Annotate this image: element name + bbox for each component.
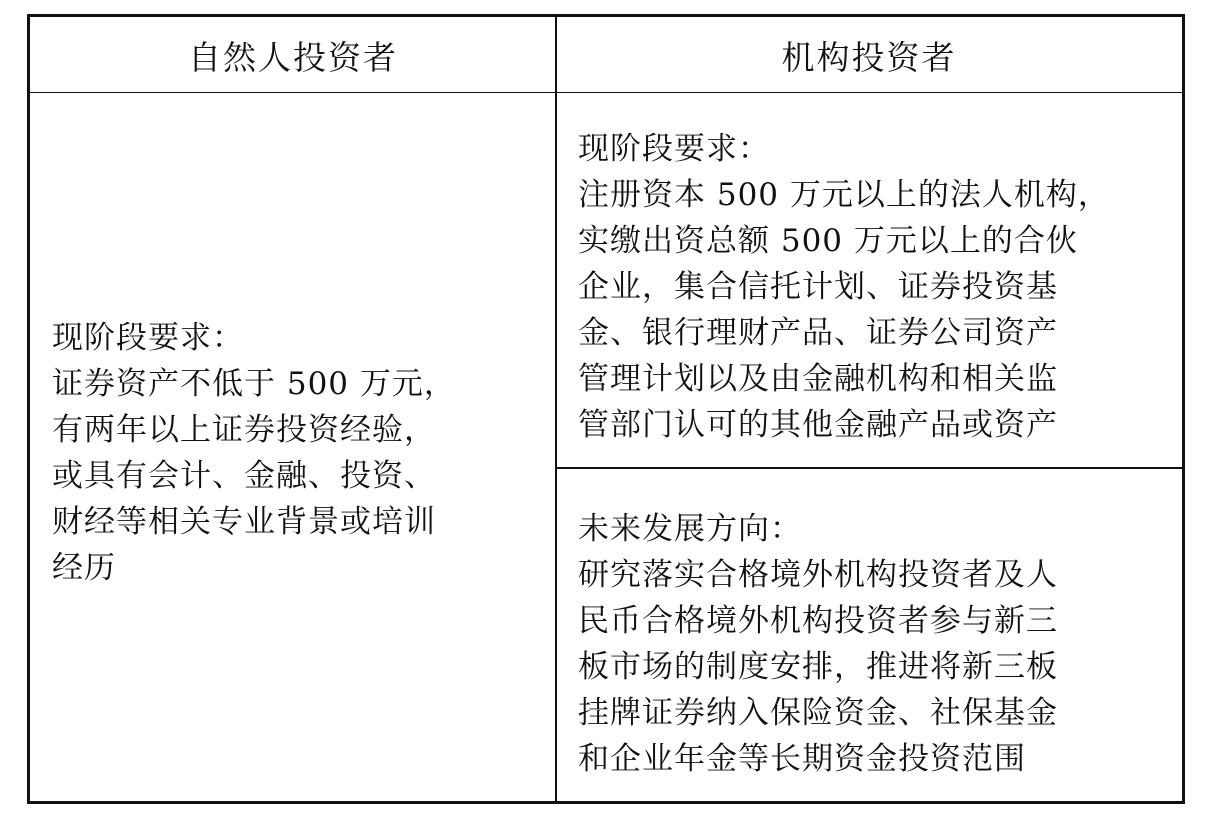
column-divider [555, 17, 557, 801]
table-header-row [30, 17, 1182, 93]
investor-requirements-table [27, 14, 1185, 804]
header-natural-person-investor: 自然人投资者 [188, 37, 398, 77]
natural-person-requirements-text: 现阶段要求： 证券资产不低于 500 万元， 有两年以上证券投资经验， 或具有会计、金融、投资、 财经等相关专业背景或培训 经历 [52, 320, 456, 586]
institutional-future-direction-text: 未来发展方向： 研究落实合格境外机构投资者及人 民币合格境外机构投资者参与新三 板市场的制度安排，推进将新三板 挂牌证券纳入保险资金、社保基金 和企业年金等长期资金投资范围 [578, 511, 1058, 777]
institutional-current-requirements-text: 现阶段要求： 注册资本 500 万元以上的法人机构， 实缴出资总额 500 万元以上的合伙 企业，集合信托计划、证券投资基 金、银行理财产品、证券公司资产 管理计划以及由金融机构和相关监 管部门认可的其他金融产品或资产 [578, 131, 1110, 443]
header-institutional-investor: 机构投资者 [781, 37, 957, 77]
right-cell-divider [556, 467, 1182, 469]
